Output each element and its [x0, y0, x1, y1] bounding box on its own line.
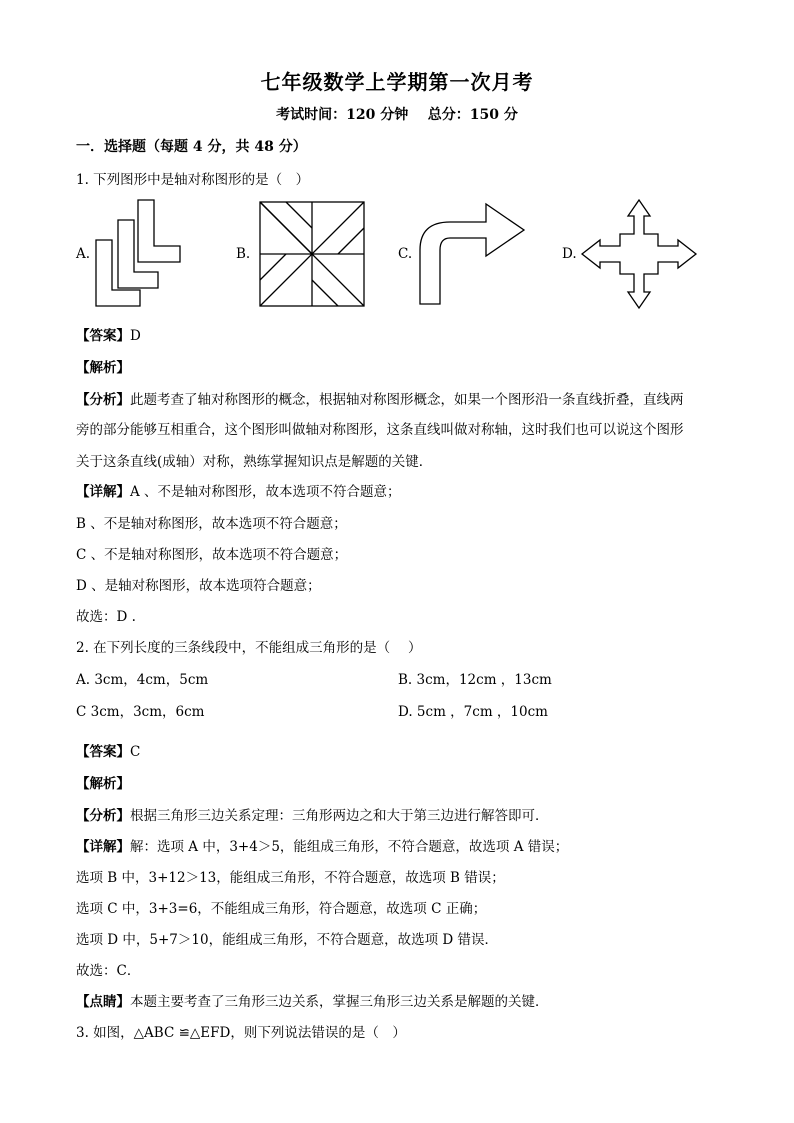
exam-score: 总分：150 分 — [427, 107, 518, 123]
q1-detail-line-2: B 、不是轴对称图形，故本选项不符合题意； — [76, 516, 347, 532]
q1-figure-a — [92, 198, 184, 308]
exam-time: 考试时间：120 分钟 — [276, 107, 409, 123]
q1-detail-line-1: 【详解】A 、不是轴对称图形，故本选项不符合题意； — [76, 484, 401, 500]
bent-arrow — [420, 204, 524, 304]
q2-choice-a: A. 3cm，4cm，5cm — [76, 672, 209, 688]
q3-question: 3. 如图，△ABC ≌△EFD，则下列说法错误的是（ ） — [76, 1025, 406, 1041]
q1-figure-c — [416, 200, 528, 306]
fenxi-tag: 【分析】 — [76, 392, 130, 408]
q1-detail-line-4: D 、是轴对称图形，故本选项符合题意； — [76, 578, 321, 594]
answer-tag: 【答案】 — [76, 328, 130, 344]
dianjing-tag: 【点睛】 — [76, 994, 130, 1010]
detail-tag: 【详解】 — [76, 484, 130, 500]
detail-tag: 【详解】 — [76, 839, 130, 855]
q2-detail-line-1: 【详解】解：选项 A 中，3+4＞5，能组成三角形，不符合题意，故选项 A 错误； — [76, 839, 569, 855]
q1-option-c-label: C. — [398, 246, 413, 262]
q2-analysis-tag: 【解析】 — [76, 776, 130, 792]
answer-value: C — [130, 744, 141, 760]
q2-choice-b: B. 3cm，12cm ，13cm — [398, 672, 552, 688]
q1-detail-line-3: C 、不是轴对称图形，故本选项不符合题意； — [76, 547, 348, 563]
q1-option-a-label: A. — [76, 246, 91, 262]
q1-fenxi-line-2: 旁的部分能够互相重合，这个图形叫做轴对称图形，这条直线叫做对称轴，这时我们也可以说这个图形 — [76, 422, 684, 438]
q2-fenxi: 【分析】根据三角形三边关系定理：三角形两边之和大于第三边进行解答即可． — [76, 808, 549, 824]
q2-detail-line-4: 选项 D 中，5+7＞10，能组成三角形，不符合题意，故选项 D 错误． — [76, 932, 498, 948]
q1-detail-line-5: 故选：D . — [76, 609, 136, 625]
q1-fenxi-line-3: 关于这条直线(成轴）对称，熟练掌握知识点是解题的关键． — [76, 454, 433, 470]
q2-choice-c: C 3cm，3cm，6cm — [76, 704, 205, 720]
q2-detail-line-3: 选项 C 中，3+3=6，不能组成三角形，符合题意，故选项 C 正确； — [76, 901, 487, 917]
fenxi-tag: 【分析】 — [76, 808, 130, 824]
q1-fenxi-line-1: 【分析】此题考查了轴对称图形的概念，根据轴对称图形概念，如果一个图形沿一条直线折叠，直线两 — [76, 392, 684, 408]
q1-analysis-tag: 【解析】 — [76, 360, 130, 376]
q2-choice-d: D. 5cm ，7cm ，10cm — [398, 704, 548, 720]
q1-option-b-label: B. — [236, 246, 251, 262]
q1-figure-d — [580, 198, 698, 310]
l-shape-1 — [138, 200, 180, 262]
q2-detail-line-5: 故选：C． — [76, 963, 141, 979]
q2-detail-line-2: 选项 B 中，3+12＞13，能组成三角形，不符合题意，故选项 B 错误； — [76, 870, 505, 886]
q2-answer — [76, 740, 140, 760]
section-heading: 一．选择题（每题 4 分，共 48 分） — [76, 139, 307, 155]
answer-tag: 【答案】 — [76, 744, 130, 760]
q2-dianjing: 【点睛】本题主要考查了三角形三边关系，掌握三角形三边关系是解题的关键． — [76, 994, 549, 1010]
q1-option-d-label: D. — [562, 246, 577, 262]
q1-question: 1. 下列图形中是轴对称图形的是（ ） — [76, 172, 310, 188]
page-title: 七年级数学上学期第一次月考 — [260, 70, 534, 94]
exam-info — [0, 104, 794, 124]
q2-question: 2. 在下列长度的三条线段中，不能组成三角形的是（ ） — [76, 640, 422, 656]
answer-value: D — [130, 328, 141, 344]
q1-figure-b — [256, 198, 368, 310]
q1-answer — [76, 324, 141, 344]
